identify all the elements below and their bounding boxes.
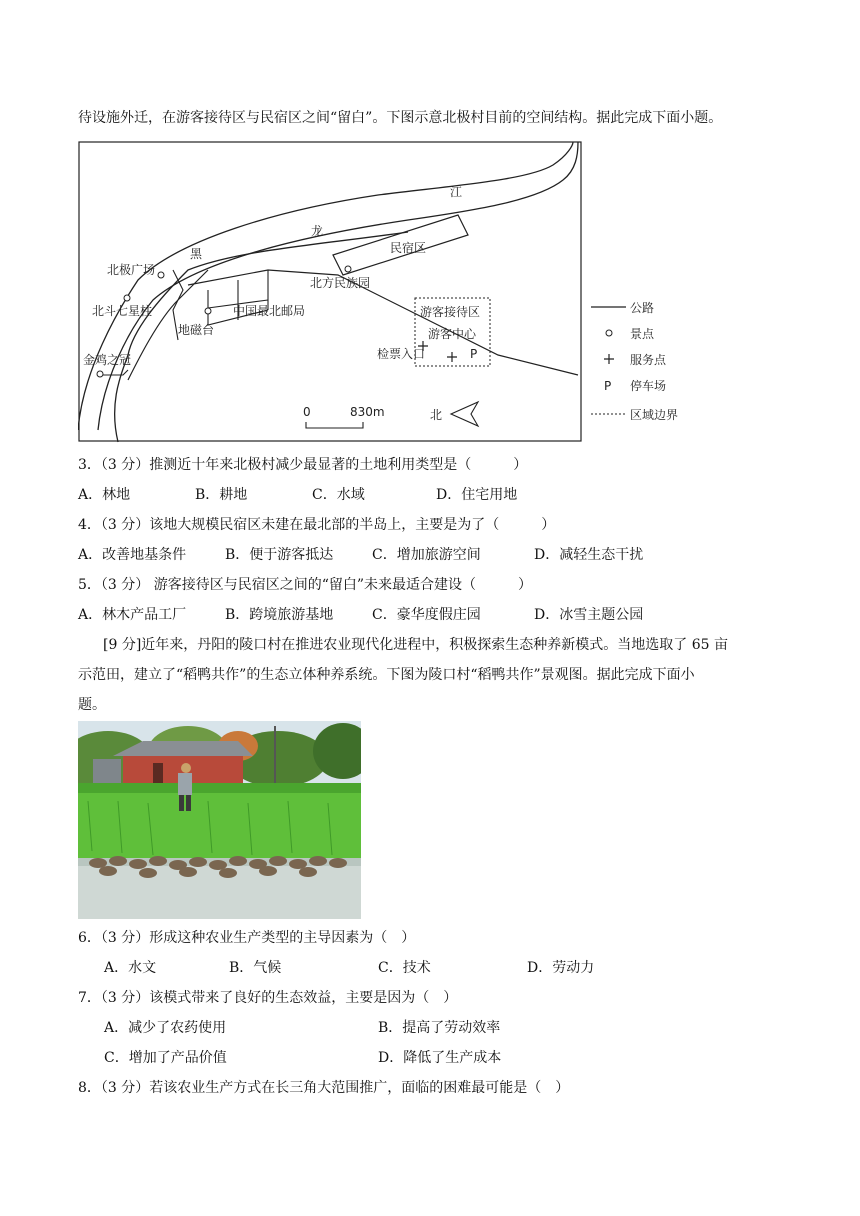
q6-option-a[interactable]: A．水文 xyxy=(104,960,157,976)
legend-scenic-icon xyxy=(606,330,612,336)
north-arrow-icon xyxy=(451,402,478,426)
scale-bar xyxy=(306,422,363,428)
legend-service-icon xyxy=(604,354,614,364)
q6-stem: 6．（3 分）形成这种农业生产类型的主导因素为（ ） xyxy=(78,930,416,946)
scenic-spot-icon xyxy=(158,272,164,278)
q7-option-c[interactable]: C．增加了产品价值 xyxy=(104,1050,227,1066)
q6-option-c[interactable]: C．技术 xyxy=(378,960,431,976)
label-post-office: 中国最北邮局 xyxy=(233,304,306,318)
legend-boundary-label: 区域边界 xyxy=(630,408,679,422)
label-jinji: 金鸡之冠 xyxy=(83,353,132,367)
legend-parking-label: 停车场 xyxy=(630,379,667,393)
q3-stem: 3．（3 分）推测近十年来北极村减少最显著的土地利用类型是（ ） xyxy=(78,457,528,473)
q3-option-b[interactable]: B．耕地 xyxy=(195,487,248,503)
label-minsu: 民宿区 xyxy=(390,241,427,255)
q4-option-a[interactable]: A．改善地基条件 xyxy=(78,547,187,563)
scale-zero: 0 xyxy=(303,405,311,419)
legend-service-label: 服务点 xyxy=(630,353,667,367)
legend-scenic-label: 景点 xyxy=(630,327,655,341)
q3-option-d[interactable]: D．住宅用地 xyxy=(436,487,518,503)
label-dicitai: 地磁台 xyxy=(178,323,215,337)
q4-option-c[interactable]: C．增加旅游空间 xyxy=(372,547,481,563)
north-label: 北 xyxy=(430,408,443,422)
map-figure xyxy=(78,140,688,443)
q5-option-a[interactable]: A．林木产品工厂 xyxy=(78,607,187,623)
river-char-long: 龙 xyxy=(311,224,324,238)
q6-option-d[interactable]: D．劳动力 xyxy=(527,960,595,976)
scale-distance: 830m xyxy=(350,405,385,419)
service-point-icon xyxy=(447,352,457,362)
rice-duck-photo xyxy=(78,721,361,919)
label-beidou: 北斗七星柱 xyxy=(92,304,153,318)
label-beiji-square: 北极广场 xyxy=(107,263,156,277)
q4-option-b[interactable]: B．便于游客抵达 xyxy=(225,547,334,563)
passage-line-2: 示范田，建立了“稻鸭共作”的生态立体种养系统。下图为陵口村“稻鸭共作”景观图。据此完成下面小 xyxy=(78,667,695,683)
legend-parking-icon: P xyxy=(604,379,612,393)
scenic-spot-icon xyxy=(97,371,103,377)
label-reception-2: 游客中心 xyxy=(428,327,477,341)
q7-option-a[interactable]: A．减少了农药使用 xyxy=(104,1020,227,1036)
q3-option-c[interactable]: C．水域 xyxy=(312,487,365,503)
passage-line-1: [9 分]近年来，丹阳的陵口村在推进农业现代化进程中，积极探索生态种养新模式。当地选取了 65 亩 xyxy=(103,637,728,653)
q7-option-b[interactable]: B．提高了劳动效率 xyxy=(378,1020,501,1036)
q4-option-d[interactable]: D．减轻生态干扰 xyxy=(534,547,644,563)
river-char-hei: 黑 xyxy=(190,247,203,261)
q8-stem: 8．（3 分）若该农业生产方式在长三角大范围推广，面临的困难最可能是（ ） xyxy=(78,1080,570,1096)
q3-option-a[interactable]: A．林地 xyxy=(78,487,131,503)
q4-stem: 4．（3 分）该地大规模民宿区未建在最北部的半岛上，主要是为了（ ） xyxy=(78,517,556,533)
q7-stem: 7．（3 分）该模式带来了良好的生态效益，主要是因为（ ） xyxy=(78,990,458,1006)
label-beifang-park: 北方民族园 xyxy=(310,276,371,290)
q5-option-d[interactable]: D．冰雪主题公园 xyxy=(534,607,644,623)
q6-option-b[interactable]: B．气候 xyxy=(229,960,282,976)
map-frame xyxy=(79,142,581,441)
q7-option-d[interactable]: D．降低了生产成本 xyxy=(378,1050,502,1066)
scenic-spot-icon xyxy=(345,266,351,272)
q5-stem: 5．（3 分） 游客接待区与民宿区之间的“留白”未来最适合建设（ ） xyxy=(78,577,533,593)
passage-line-3: 题。 xyxy=(78,697,106,713)
q5-option-c[interactable]: C．豪华度假庄园 xyxy=(372,607,481,623)
road-south xyxy=(100,370,128,375)
q5-option-b[interactable]: B．跨境旅游基地 xyxy=(225,607,334,623)
legend-road-label: 公路 xyxy=(630,301,655,315)
intro-text: 待设施外迁，在游客接待区与民宿区之间“留白”。下图示意北极村目前的空间结构。据此完成下面小题。 xyxy=(78,110,723,126)
label-parking: P xyxy=(470,347,478,361)
rice-duck-photo-drawing xyxy=(78,721,361,919)
scenic-spot-icon xyxy=(124,295,130,301)
river-char-jiang: 江 xyxy=(450,185,463,199)
label-ticket: 检票入口 xyxy=(377,347,426,361)
label-reception-1: 游客接待区 xyxy=(420,305,481,319)
scenic-spot-icon xyxy=(205,308,211,314)
